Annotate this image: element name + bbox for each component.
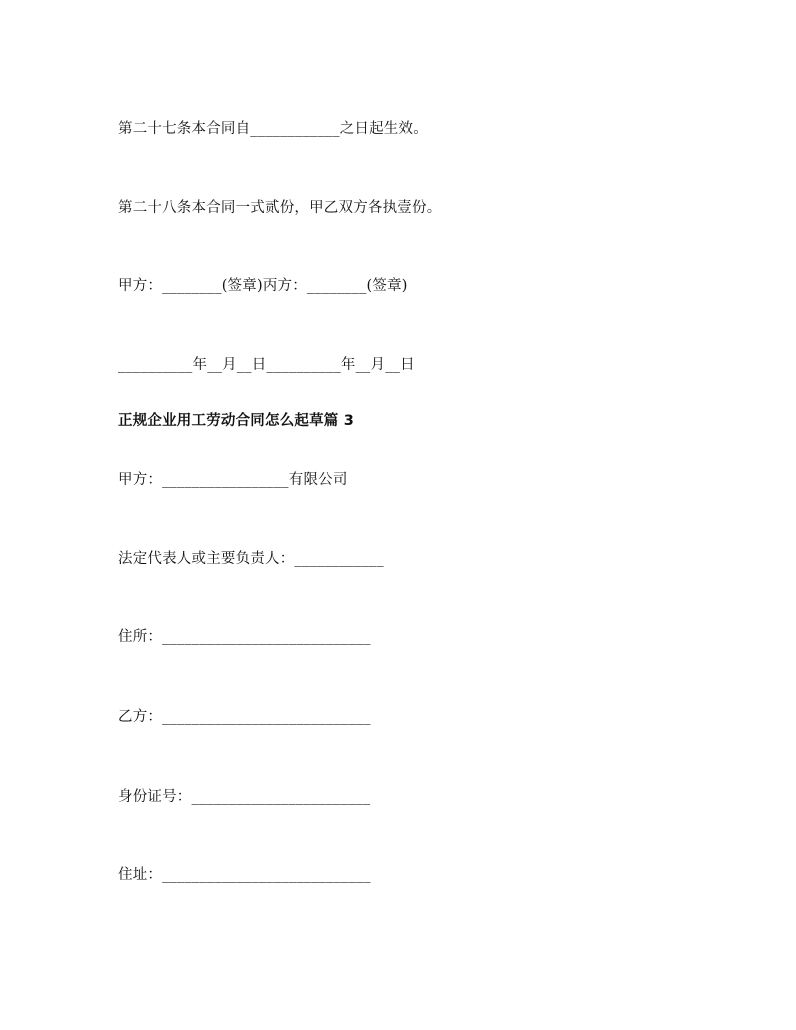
article-28-copies: 第二十八条本合同一式贰份，甲乙双方各执壹份。: [118, 200, 442, 216]
address-field: 住址：____________________________: [118, 867, 371, 883]
article-27-effective-date: 第二十七条本合同自____________之日起生效。: [118, 121, 428, 137]
section-heading: 正规企业用工劳动合同怎么起草篇 3: [118, 413, 355, 429]
residence-field: 住所：____________________________: [118, 629, 371, 645]
signature-line: 甲方：________(签章)丙方：________(签章): [118, 278, 408, 294]
party-b-field: 乙方：____________________________: [118, 709, 371, 725]
date-line: __________年__月__日__________年__月__日: [118, 357, 415, 373]
legal-representative: 法定代表人或主要负责人：____________: [118, 551, 384, 567]
party-a-company: 甲方：_________________有限公司: [118, 472, 348, 488]
id-number-field: 身份证号：________________________: [118, 789, 371, 805]
